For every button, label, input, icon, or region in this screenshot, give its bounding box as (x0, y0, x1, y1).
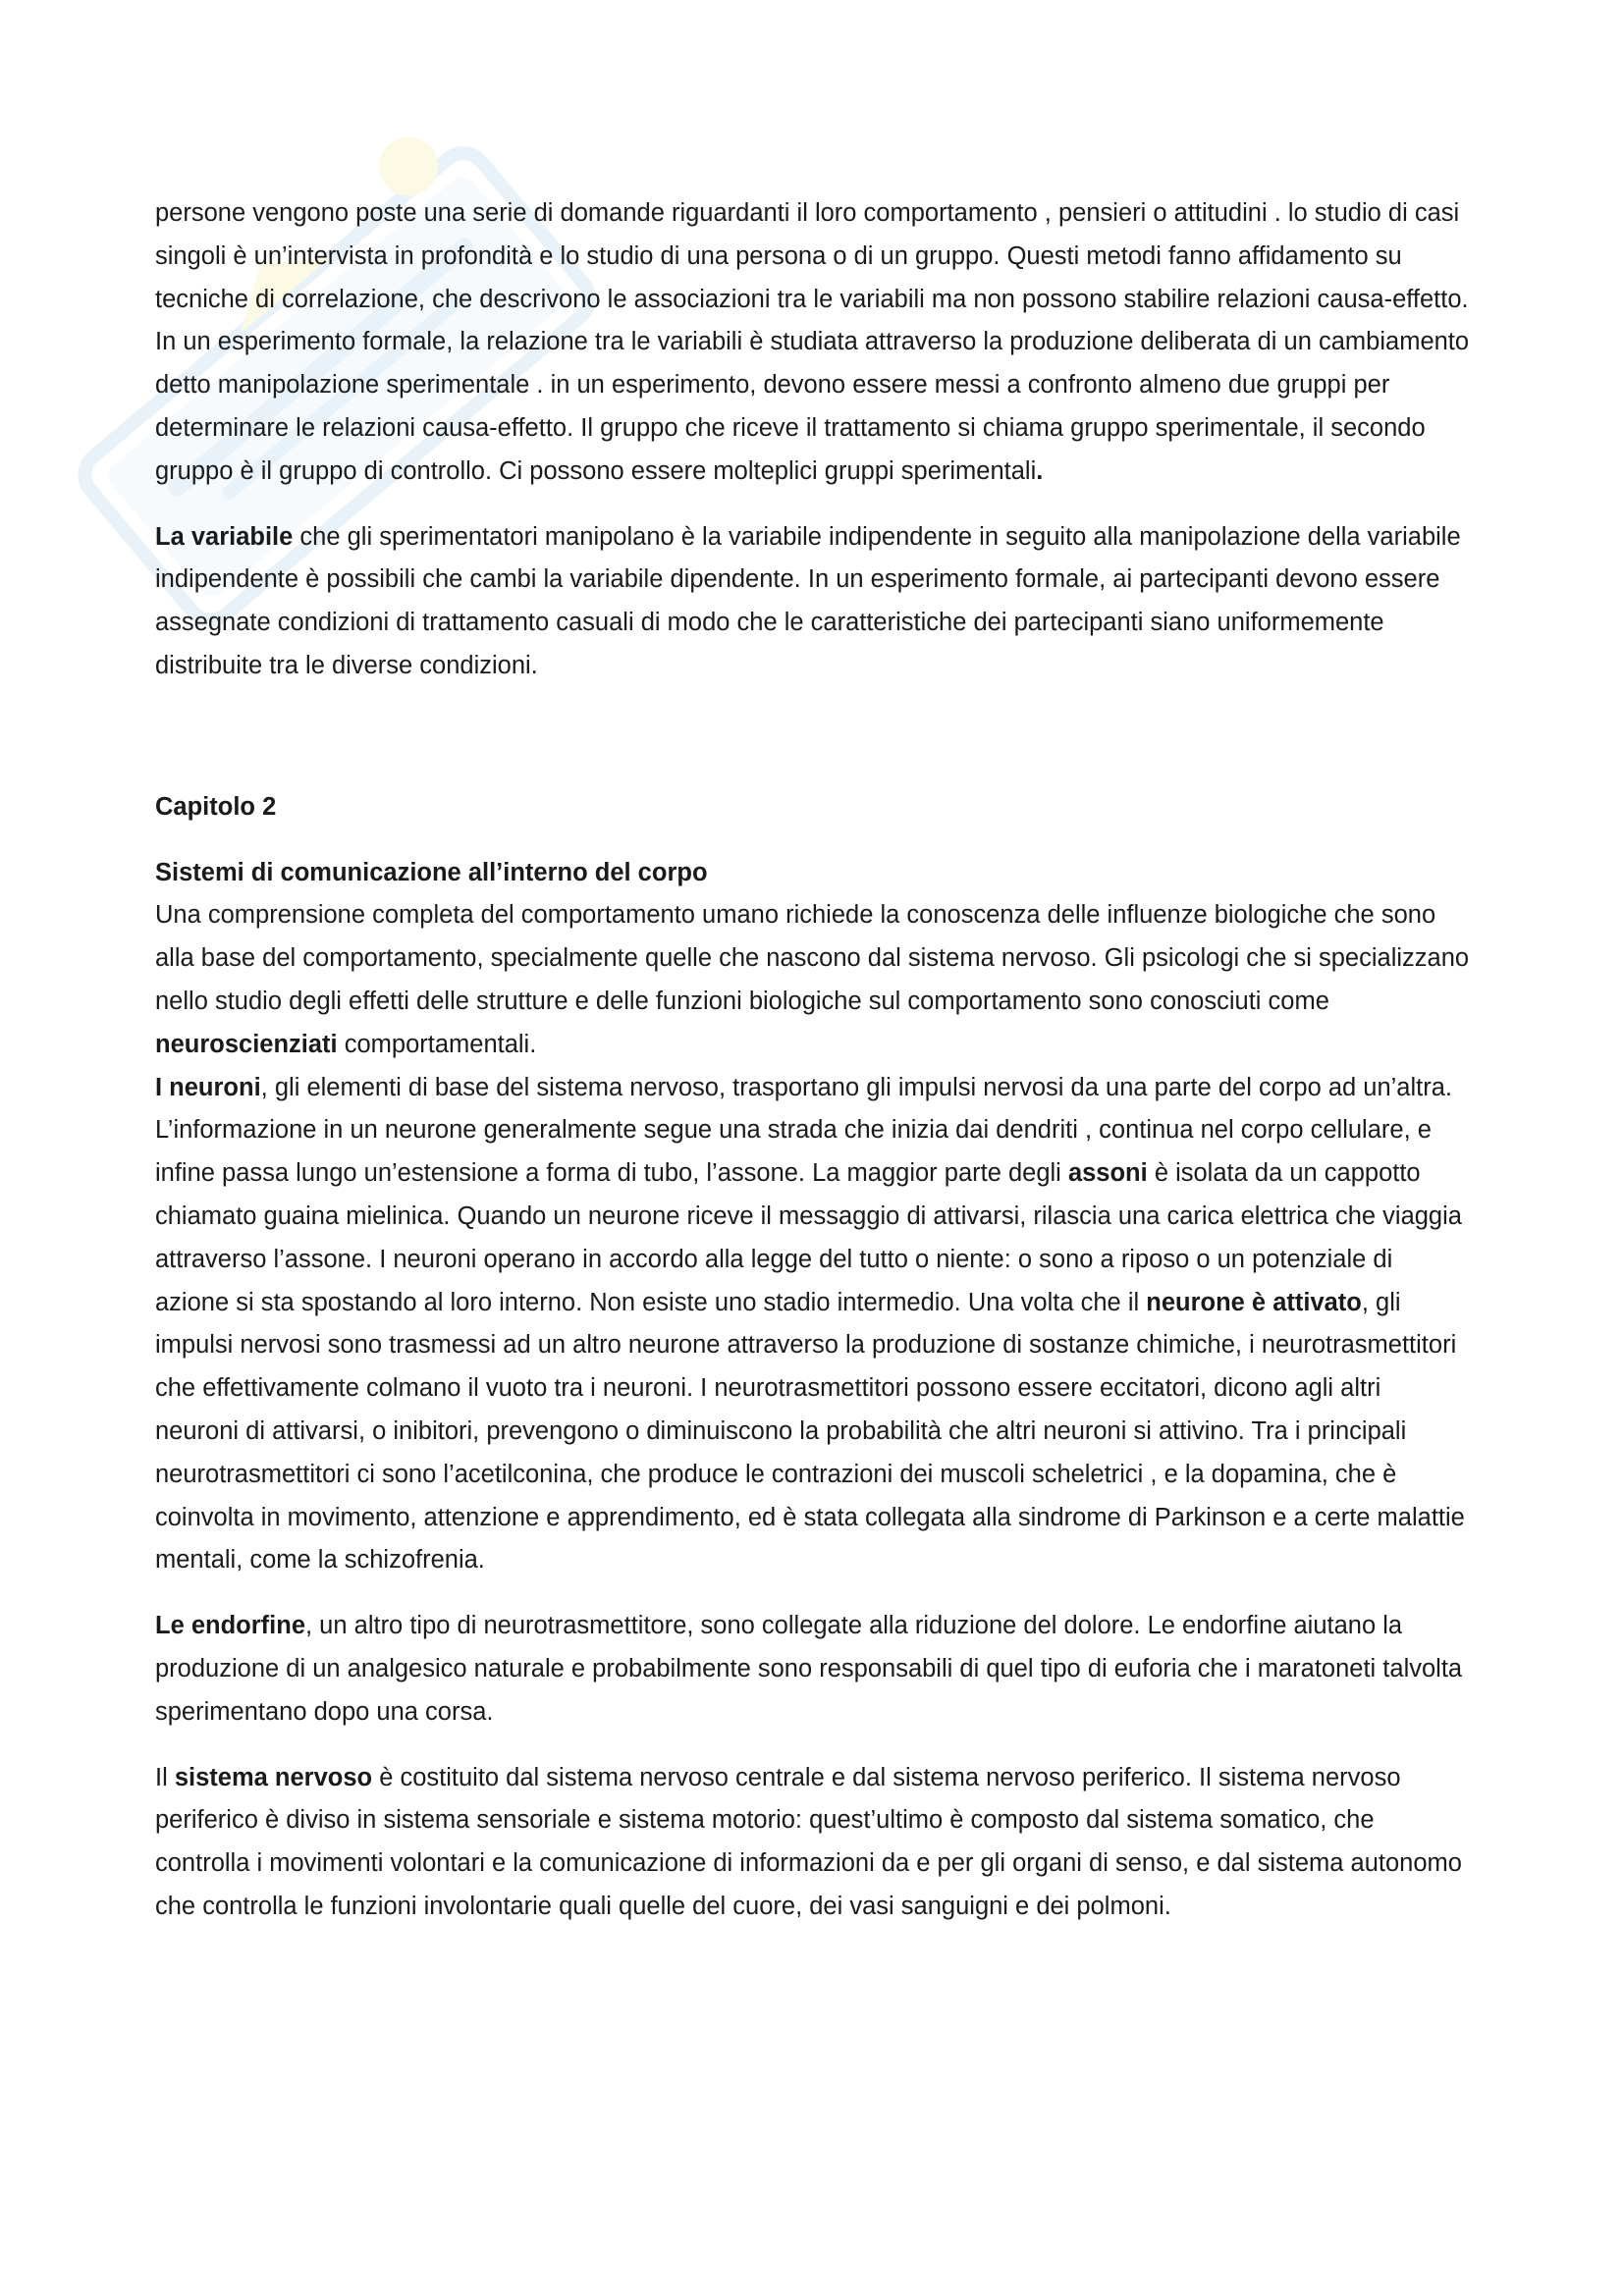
paragraph-text: , gli elementi di base del sistema nervoso, trasportano gli impulsi nervosi da una parte del corpo ad un’altra. L’informazione in un neurone generalmente segue una strada che inizia dai dendriti , continua nel corpo cellulare, e infine passa lungo un’estensione a forma di tubo, l’assone. La maggior parte degli (155, 1073, 1453, 1188)
paragraph-text: comportamentali. (337, 1030, 537, 1058)
paragraphs-bottom (155, 1605, 1471, 1929)
document-page (155, 192, 1471, 1929)
paragraph (155, 1067, 1471, 1583)
paragraph-text: , gli impulsi nervosi sono trasmessi ad un altro neurone attraverso la produzione di sostanze chimiche, i neurotrasmettitori che effettivamente colmano il vuoto tra i neuroni. I neurotrasmettitori possono essere eccitatori, dicono agli altri neuroni di attivarsi, o inibitori, prevengono o diminuiscono la probabilità che altri neuroni si attivino. Tra i principali neurotrasmettitori ci sono l’acetilconina, che produce le contrazioni dei muscoli scheletrici , e la dopamina, che è coinvolta in movimento, attenzione e apprendimento, ed è stata collegata alla sindrome di Parkinson e a certe malattie mentali, come la schizofrenia. (155, 1288, 1465, 1575)
paragraph-text: Una comprensione completa del comportamento umano richiede la conoscenza delle influenze biologiche che sono alla base del comportamento, specialmente quelle che nascono dal sistema nervoso. Gli psicologi che si specializzano nello studio degli effetti delle strutture e delle funzioni biologiche sul comportamento sono conosciuti come (155, 901, 1470, 1015)
paragraph-text: che gli sperimentatori manipolano è la variabile indipendente in seguito alla manipolazione della variabile indipendente è possibili che cambi la variabile dipendente. In un esperimento formale, ai partecipanti devono essere assegnate condizioni di trattamento casuali di modo che le caratteristiche dei partecipanti siano uniformemente distribuite tra le diverse condizioni. (155, 522, 1461, 679)
paragraph (155, 1757, 1471, 1929)
paragraph-text: è costituito dal sistema nervoso centrale e dal sistema nervoso periferico. Il sistema nervoso periferico è diviso in sistema sensoriale e sistema motorio: quest’ultimo è composto dal sistema somatico, che controlla i movimenti volontari e la comunicazione di informazioni da e per gli organi di senso, e dal sistema autonomo che controlla le funzioni involontarie quali quelle del cuore, dei vasi sanguigni e dei polmoni. (155, 1763, 1462, 1920)
bold-term: . (1036, 456, 1044, 485)
section-title: Sistemi di comunicazione all’interno del corpo (155, 858, 708, 886)
bold-term: sistema nervoso (174, 1763, 373, 1791)
paragraph (155, 1605, 1471, 1734)
paragraph-text: Il (155, 1763, 175, 1791)
chapter-heading: Capitolo 2 (155, 792, 277, 821)
paragraph (155, 894, 1471, 1066)
bold-term: assoni (1067, 1159, 1148, 1188)
paragraphs-chapter (155, 894, 1471, 1582)
bold-term: I neuroni (155, 1073, 261, 1101)
bold-term: neuroscienziati (155, 1030, 338, 1058)
paragraph (155, 516, 1471, 688)
paragraph-text: persone vengono poste una serie di domande riguardanti il loro comportamento , pensieri o attitudini . lo studio di casi singoli è un’intervista in profondità e lo studio di una persona o di un gruppo. Questi metodi fanno affidamento su tecniche di correlazione, che descrivono le associazioni tra le variabili ma non possono stabilire relazioni causa-effetto. In un esperimento formale, la relazione tra le variabili è studiata attraverso la produzione deliberata di un cambiamento detto manipolazione sperimentale . in un esperimento, devono essere messi a confronto almeno due gruppi per determinare le relazioni causa-effetto. Il gruppo che riceve il trattamento si chiama gruppo sperimentale, il secondo gruppo è il gruppo di controllo. Ci possono essere molteplici gruppi sperimentali (155, 199, 1470, 485)
paragraph-text: è isolata da un cappotto chiamato guaina mielinica. Quando un neurone riceve il messaggio di attivarsi, rilascia una carica elettrica che viaggia attraverso l’assone. I neuroni operano in accordo alla legge del tutto o niente: o sono a riposo o un potenziale di azione si sta spostando al loro interno. Non esiste uno stadio intermedio. Una volta che il (155, 1159, 1462, 1316)
bold-term: neurone è attivato (1146, 1288, 1362, 1316)
bold-term: La variabile (155, 522, 294, 551)
paragraphs-top (155, 192, 1471, 688)
paragraph (155, 192, 1471, 494)
paragraph-text: , un altro tipo di neurotrasmettitore, sono collegate alla riduzione del dolore. Le endorfine aiutano la produzione di un analgesico naturale e probabilmente sono responsabili di quel tipo di euforia che i maratoneti talvolta sperimentano dopo una corsa. (155, 1612, 1463, 1726)
bold-term: Le endorfine (155, 1612, 306, 1640)
